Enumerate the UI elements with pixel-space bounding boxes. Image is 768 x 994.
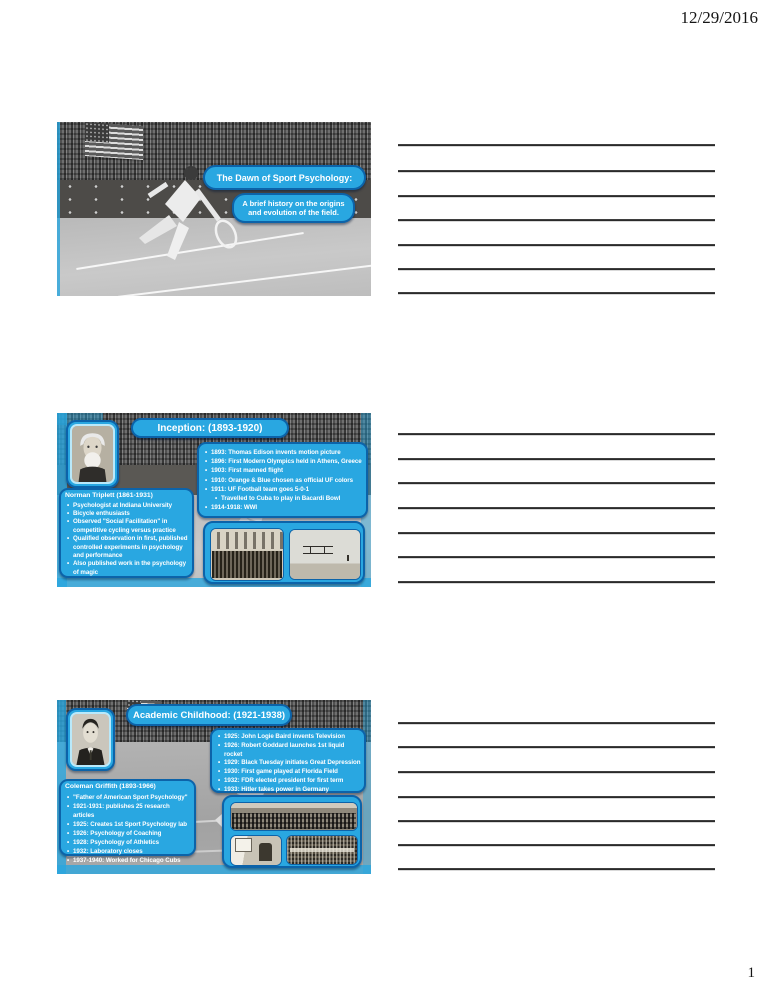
page-number: 1 <box>747 965 755 981</box>
bio-bullet: • 1937-1940: Worked for Chicago Cubs <box>66 856 191 865</box>
triplett-portrait-photo <box>70 424 115 484</box>
slide1-subtitle-bubble <box>232 193 355 223</box>
stadium-crowd-fill <box>287 836 357 864</box>
stadium-panorama-photo <box>230 802 358 831</box>
griffith-lab-photo <box>230 835 282 866</box>
note-line <box>398 746 715 748</box>
griffith-portrait-photo <box>70 712 111 767</box>
griffith-lab-fill <box>231 836 281 865</box>
note-line <box>398 556 715 558</box>
bio-bullet: • 1921-1931: publishes 25 research articles <box>66 802 191 820</box>
note-line <box>398 581 715 583</box>
slide1-blue-edge <box>57 122 60 296</box>
timeline-item: • 1925: John Logie Baird invents Television <box>217 733 361 742</box>
slide3-photo-tray <box>222 795 362 868</box>
timeline-subitem: • Travelled to Cuba to play in Bacardi Bowl <box>204 494 363 503</box>
stadium-panorama-fill <box>231 803 357 830</box>
childhood-timeline-box <box>210 728 366 793</box>
note-line <box>398 482 715 484</box>
inception-timeline-list <box>199 444 366 514</box>
note-line <box>398 532 715 534</box>
timeline-item: • 1910: Orange & Blue chosen as official UF colors <box>204 476 363 485</box>
triplett-bullet-list <box>61 501 192 580</box>
timeline-item: • 1933: Hitler takes power in Germany <box>217 786 361 795</box>
childhood-timeline-list <box>212 730 364 797</box>
slide1-title-bubble <box>203 165 366 190</box>
slide2-title-bubble <box>131 418 289 438</box>
slide2-title: Inception: (1893-1920) <box>157 422 263 434</box>
note-line <box>398 433 715 435</box>
note-line <box>398 144 715 146</box>
bio-bullet: • Psychologist at Indiana University <box>66 502 189 510</box>
bio-bullet: • "Father of American Sport Psychology" <box>66 793 191 802</box>
football-team-photo <box>210 528 284 581</box>
slide3-title: Academic Childhood: (1921-1938) <box>132 709 286 721</box>
note-line <box>398 195 715 197</box>
triplett-portrait <box>66 420 119 488</box>
bio-bullet: • 1925: Creates 1st Sport Psychology lab <box>66 820 191 829</box>
griffith-portrait <box>66 708 115 771</box>
bio-bullet: • Qualified observation in first, published controlled experiments in psychology and performance <box>66 535 189 560</box>
timeline-item: • 1914-1918: WWI <box>204 503 363 512</box>
note-line <box>398 820 715 822</box>
lab-window <box>235 838 252 852</box>
timeline-item: • 1926: Robert Goddard launches 1st liquid rocket <box>217 742 361 760</box>
us-flag <box>85 122 143 160</box>
timeline-item: • 1930: First game played at Florida Field <box>217 768 361 777</box>
griffith-bullet-list <box>61 792 194 867</box>
slide1-title: The Dawn of Sport Psychology: <box>216 172 353 183</box>
bio-bullet: • 1926: Psychology of Coaching <box>66 829 191 838</box>
note-line <box>398 170 715 172</box>
slide1-subtitle: A brief history on the origins and evolution of the field. <box>242 199 345 217</box>
bio-bullet: • Observed "Social Facilitation" in competitive cycling versus practice <box>66 518 189 535</box>
panorama-crowd <box>232 813 356 829</box>
slide-3-academic-childhood <box>57 700 371 874</box>
note-line <box>398 722 715 724</box>
timeline-item: • 1893: Thomas Edison invents motion picture <box>204 448 363 457</box>
slide-2-inception <box>57 413 371 587</box>
note-line <box>398 844 715 846</box>
flyer-lower-wing <box>303 553 334 555</box>
bio-bullet: • Also published work in the psychology of magic <box>66 560 189 577</box>
stadium-crowd-photo <box>286 835 358 865</box>
observer-figure <box>347 555 349 561</box>
header-date: 12/29/2016 <box>680 8 758 27</box>
flyer-strut <box>324 546 326 553</box>
triplett-bio-box <box>59 488 194 578</box>
wright-flyer-photo <box>289 529 361 580</box>
note-line <box>398 458 715 460</box>
note-line <box>398 868 715 870</box>
building-arches <box>211 532 283 549</box>
timeline-item: • 1896: First Modern Olympics held in Athens, Greece <box>204 457 363 466</box>
lab-figure <box>259 843 272 861</box>
slide2-photo-tray <box>203 521 365 584</box>
note-line <box>398 268 715 270</box>
wright-flyer-photo-fill <box>290 530 360 579</box>
team-rows <box>212 551 281 578</box>
football-team-photo-fill <box>211 529 283 580</box>
bio-bullet: • 1932: Laboratory closes <box>66 847 191 856</box>
note-line <box>398 244 715 246</box>
timeline-item: • 1929: Black Tuesday initiates Great Depression <box>217 759 361 768</box>
note-line <box>398 771 715 773</box>
triplett-name: Norman Triplett (1861-1931) <box>65 492 153 499</box>
timeline-item: • 1932: FDR elected president for first term <box>217 777 361 786</box>
flyer-strut <box>310 546 312 553</box>
flyer-upper-wing <box>303 546 334 548</box>
slide3-title-bubble <box>126 704 292 726</box>
crowd-banner-band <box>290 848 354 852</box>
bio-bullet: • Bicycle enthusiasts <box>66 510 189 518</box>
timeline-item: • 1911: UF Football team goes 5-0-1 <box>204 485 363 494</box>
bio-bullet: • 1928: Psychology of Athletics <box>66 838 191 847</box>
note-line <box>398 796 715 798</box>
note-line <box>398 219 715 221</box>
inception-timeline-box <box>197 442 368 518</box>
timeline-item: • 1903: First manned flight <box>204 466 363 475</box>
flag-canton <box>85 122 109 142</box>
slide-1-title-slide <box>57 122 371 296</box>
note-line <box>398 292 715 294</box>
note-line <box>398 507 715 509</box>
griffith-name: Coleman Griffith (1893-1966) <box>65 783 156 790</box>
griffith-bio-box <box>59 779 196 864</box>
